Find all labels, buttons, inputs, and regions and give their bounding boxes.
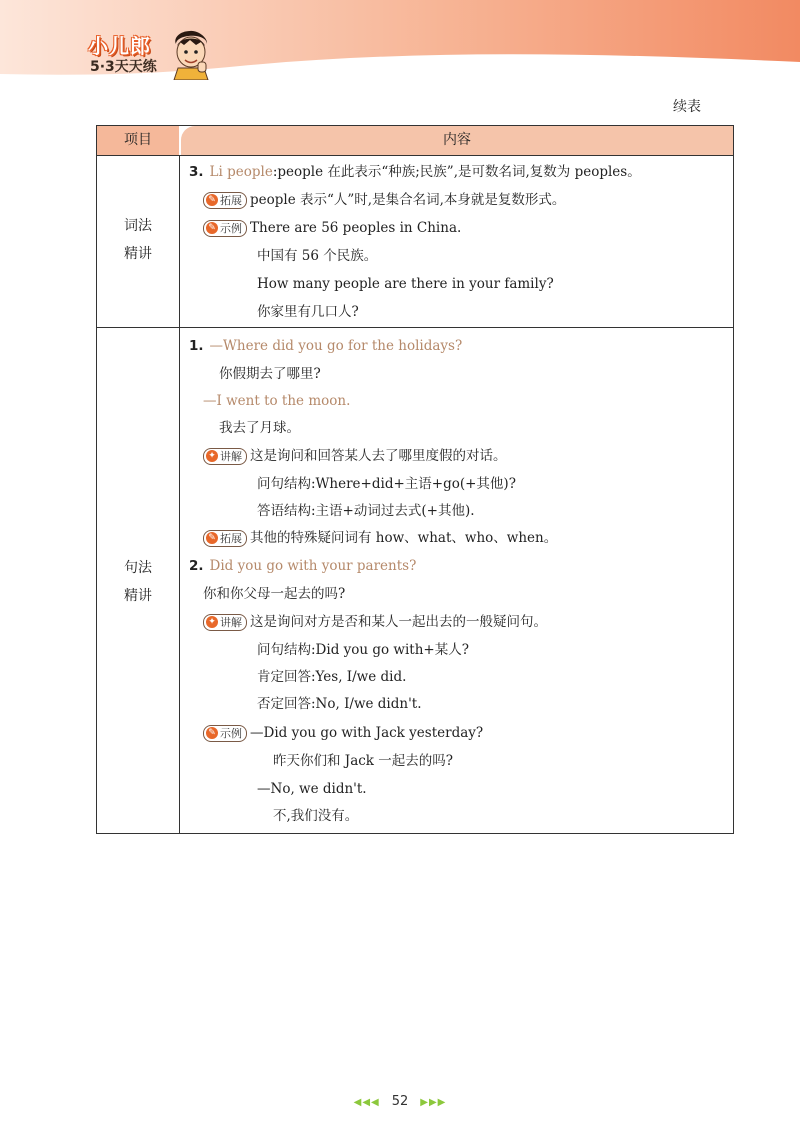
list-item: 我去了月球。 [219, 420, 300, 436]
list-item: 肯定回答:Yes, I/we did. [257, 669, 407, 685]
list-item: 答语结构:主语+动词过去式(+其他). [257, 503, 475, 519]
divider [97, 155, 733, 156]
list-item: 2. Did you go with your parents? [189, 558, 417, 574]
list-item: 你和你父母一起去的吗? [203, 586, 346, 602]
list-item: How many people are there in your family? [257, 276, 554, 292]
page-footer [0, 1094, 800, 1109]
column-divider [179, 155, 180, 833]
pencil-icon: ✎ [206, 727, 218, 739]
tag-badge: ✎ 示例 [203, 220, 247, 237]
list-item: ✎ 示例 There are 56 peoples in China. [203, 218, 461, 238]
list-item: —I went to the moon. [203, 393, 351, 409]
section-label-vocabulary: 词法 精讲 [124, 218, 152, 262]
tag-badge: ✦ 讲解 [203, 448, 247, 465]
list-item: ✦ 讲解 这是询问和回答某人去了哪里度假的对话。 [203, 446, 507, 466]
list-item: —No, we didn't. [257, 781, 367, 797]
tag-badge: ✎ 示例 [203, 725, 247, 742]
tag-badge: ✎ 拓展 [203, 530, 247, 547]
next-arrows-icon: ▶▶▶ [420, 1097, 447, 1108]
list-item: 问句结构:Did you go with+某人? [257, 642, 469, 658]
pencil-icon: ✎ [206, 194, 218, 206]
logo-subtitle: 5·3天天练 [90, 59, 157, 75]
list-item: 你家里有几口人? [257, 304, 359, 320]
continued-label: 续表 [673, 99, 701, 115]
column-header-item: 项目 [97, 126, 179, 155]
tag-badge: ✎ 拓展 [203, 192, 247, 209]
list-item: 问句结构:Where+did+主语+go(+其他)? [257, 476, 516, 492]
list-item: 否定回答:No, I/we didn't. [257, 696, 422, 712]
content-table [96, 125, 734, 834]
list-item: 不,我们没有。 [273, 808, 359, 824]
list-item: 昨天你们和 Jack 一起去的吗? [273, 753, 454, 769]
list-item: ✎ 拓展 people 表示“人”时,是集合名词,本身就是复数形式。 [203, 190, 565, 210]
lightbulb-icon: ✦ [206, 450, 218, 462]
pencil-icon: ✎ [206, 532, 218, 544]
section-label-syntax: 句法 精讲 [124, 560, 152, 604]
boy-thumbs-up-icon [168, 30, 214, 80]
pencil-icon: ✎ [206, 222, 218, 234]
lightbulb-icon: ✦ [206, 616, 218, 628]
tag-badge: ✦ 讲解 [203, 614, 247, 631]
page-number: 52 [391, 1094, 409, 1109]
logo-title: 小儿郎 [88, 34, 151, 58]
prev-arrows-icon: ◀◀◀ [353, 1097, 380, 1108]
section-divider [97, 327, 733, 328]
list-item: 1. —Where did you go for the holidays? [189, 338, 463, 354]
list-item: ✦ 讲解 这是询问对方是否和某人一起出去的一般疑问句。 [203, 612, 547, 632]
column-header-content: 内容 [181, 126, 733, 155]
list-item: 中国有 56 个民族。 [257, 248, 378, 264]
list-item: ✎ 示例 —Did you go with Jack yesterday? [203, 723, 483, 743]
list-item: 3. Li people:people 在此表示“种族;民族”,是可数名词,复数为 peoples。 [189, 164, 641, 180]
list-item: 你假期去了哪里? [219, 366, 321, 382]
list-item: ✎ 拓展 其他的特殊疑问词有 how、what、who、when。 [203, 528, 557, 548]
table-header [97, 126, 733, 155]
